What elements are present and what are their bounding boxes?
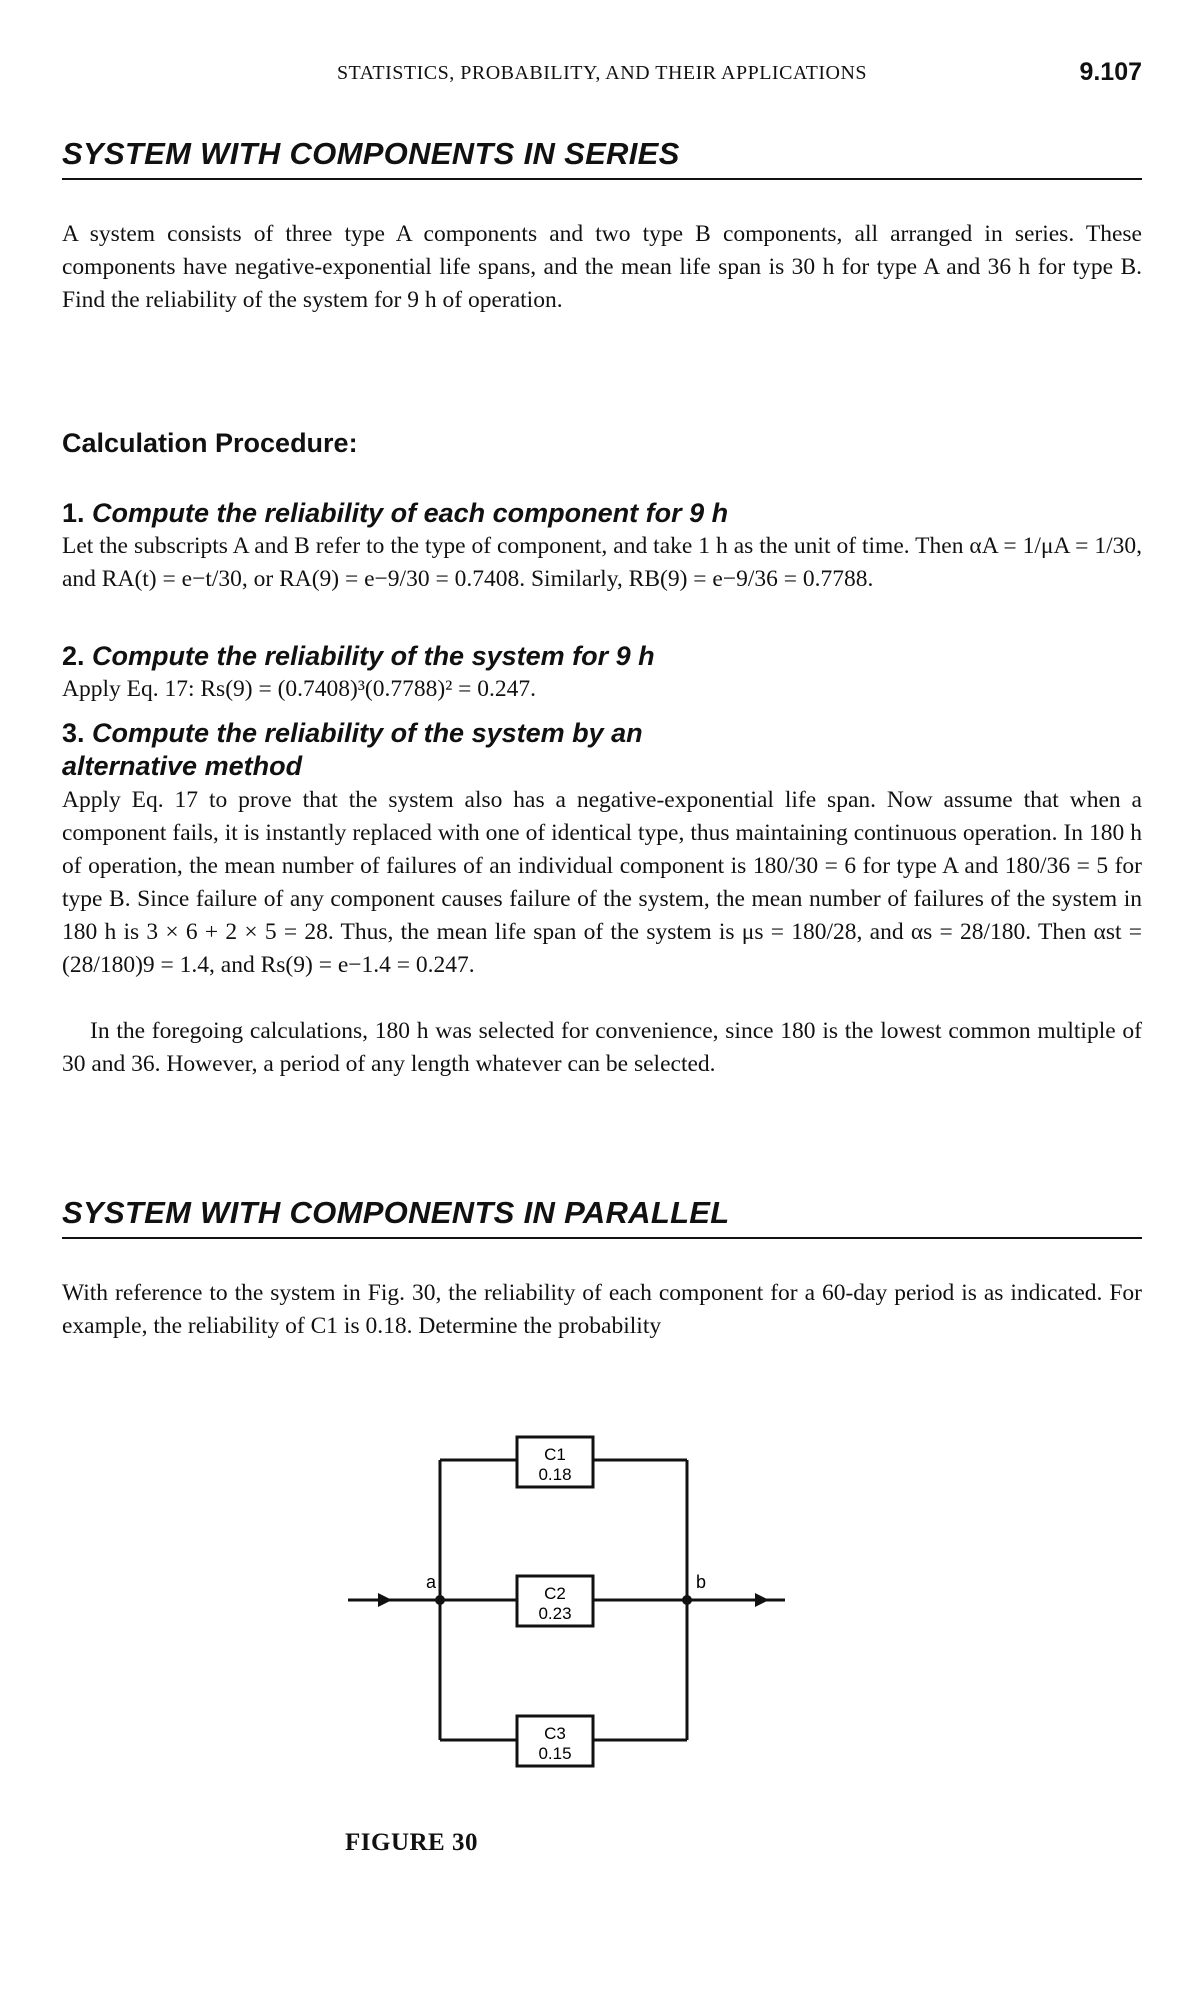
component-c2-label: C2	[544, 1584, 566, 1603]
component-c1-reliability: 0.18	[538, 1465, 572, 1484]
node-a-label: a	[426, 1572, 437, 1592]
step-3-note: In the foregoing calculations, 180 h was selected for convenience, since 180 is the lowest common multiple of 30 and 36. However, a period of any length whatever can be selected.	[62, 1018, 1142, 1077]
step-2-number: 2.	[62, 641, 85, 671]
running-title: STATISTICS, PROBABILITY, AND THEIR APPLICATIONS	[336, 62, 868, 84]
step-2-heading	[62, 640, 1142, 673]
input-arrow-icon	[378, 1593, 392, 1607]
component-c3-reliability: 0.15	[538, 1744, 572, 1763]
page-header	[62, 58, 1142, 88]
component-c2-reliability: 0.23	[538, 1604, 572, 1623]
step-1-title: Compute the reliability of each component for 9 h	[92, 498, 729, 528]
step-2-title: Compute the reliability of the system for 9 h	[92, 641, 655, 671]
step-3-heading	[62, 717, 742, 783]
section-title-parallel: SYSTEM WITH COMPONENTS IN PARALLEL	[62, 1195, 1142, 1239]
calculation-procedure-heading: Calculation Procedure:	[62, 428, 358, 458]
figure-caption: FIGURE 30	[345, 1829, 478, 1856]
figure-30-diagram	[330, 1400, 810, 1800]
step-3-body: Apply Eq. 17 to prove that the system also has a negative-exponential life span. Now assume that when a component fails, it is instantly replaced with one of identical type, thus maintaining continuous operation. In 180 h of operation, the mean number of failures of an individual component is 180/30 = 6 for type A and 180/36 = 5 for type B. Since failure of any component causes failure of the system, the mean number of failures of the system in 180 h is 3 × 6 + 2 × 5 = 28. Thus, the mean life span of the system is μs = 180/28, and αs = 28/180. Then αst = (28/180)9 = 1.4, and Rs(9) = e−1.4 = 0.247.	[62, 787, 1142, 978]
node-b-label: b	[696, 1572, 707, 1592]
step-3-number: 3.	[62, 718, 85, 748]
parallel-problem-text: With reference to the system in Fig. 30, the reliability of each component for a 60-day period is as indicated. For example, the reliability of C1 is 0.18. Determine the probability	[62, 1280, 1142, 1339]
step-3-title: Compute the reliability of the system by an alternative method	[62, 718, 643, 781]
component-c1-label: C1	[544, 1445, 566, 1464]
step-1-heading	[62, 497, 1142, 530]
section-title-series: SYSTEM WITH COMPONENTS IN SERIES	[62, 136, 1142, 180]
page-number: 9.107	[1079, 58, 1142, 86]
step-2-body: Apply Eq. 17: Rs(9) = (0.7408)³(0.7788)² = 0.247.	[62, 676, 537, 702]
component-c3-label: C3	[544, 1724, 566, 1743]
step-1-number: 1.	[62, 498, 85, 528]
step-1-body: Let the subscripts A and B refer to the type of component, and take 1 h as the unit of time. Then αA = 1/μA = 1/30, and RA(t) = e−t/30, or RA(9) = e−9/30 = 0.7408. Similarly, RB(9) = e−9/36 = 0.7788.	[62, 533, 1142, 592]
output-arrow-icon	[755, 1593, 769, 1607]
series-problem-text: A system consists of three type A components and two type B components, all arranged in series. These components have negative-exponential life spans, and the mean life span is 30 h for type A and 36 h for type B. Find the reliability of the system for 9 h of operation.	[62, 221, 1142, 313]
